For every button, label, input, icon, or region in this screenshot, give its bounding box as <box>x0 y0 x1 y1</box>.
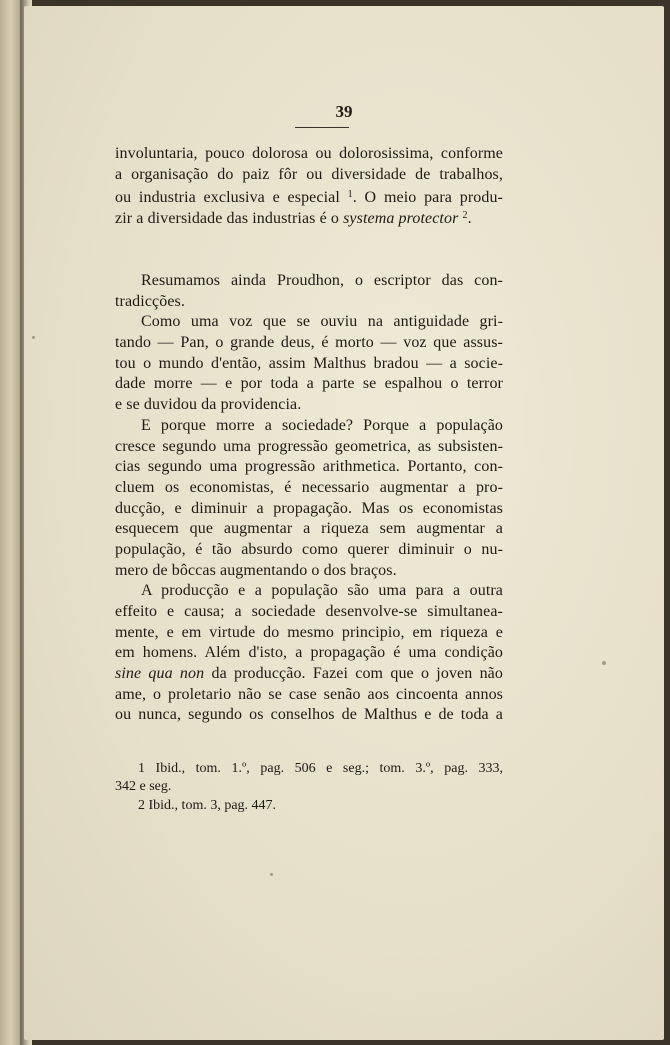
text-line: E porque morre a sociedade? Porque a população <box>141 416 503 434</box>
footnote-marker: 1 <box>347 189 353 201</box>
italic-phrase: sine qua non <box>115 665 205 683</box>
footnote-marker: 2 <box>462 210 468 222</box>
footnote-1: 1 Ibid., tom. 1.º, pag. 506 e seg.; tom. 3.º, pag. 333, <box>138 761 503 776</box>
italic-phrase: systema protector <box>343 210 459 228</box>
text-line: involuntaria, pouco dolorosa ou dolorosissima, conforme <box>115 145 503 162</box>
text-line: tradicções. <box>115 292 185 310</box>
text-line: Como uma voz que se ouviu na antiguidade gri- <box>141 313 503 331</box>
text-line: tou o mundo d'então, assim Malthus bradou — a socie- <box>115 354 503 372</box>
text-line: ducção, e diminuir a propagação. Mas os economistas <box>115 499 503 517</box>
text-line: em homens. Além d'isto, a propagação é uma condição <box>115 644 503 662</box>
text-line: tando — Pan, o grande deus, é morto — voz que assus- <box>115 334 503 352</box>
text-line: mente, e em virtude do mesmo principio, em riqueza e <box>115 623 503 641</box>
text-line: mero de bôccas augmentando o dos braços. <box>115 561 397 579</box>
footnote-2: 2 Ibid., tom. 3, pag. 447. <box>138 797 277 813</box>
paragraph-continuation <box>115 144 503 227</box>
page-number: 39 <box>335 102 353 121</box>
page-number-rule <box>295 127 349 128</box>
text-line: sine qua non da producção. Fazei com que o joven não <box>115 665 503 683</box>
text-line: ou industria exclusiva e especial $^1$. O meio para produ- <box>115 189 503 207</box>
text-line: effeito e causa; a sociedade desenvolve-se simultanea- <box>115 603 503 620</box>
text-line: a organisação do paiz fôr ou diversidade de trabalhos, <box>115 165 503 183</box>
text-line: dade morre — e por toda a parte se espalhou o terror <box>115 375 503 393</box>
text-line: população, é tão absurdo como querer diminuir o nu- <box>115 540 503 558</box>
text-line: cluem os economistas, é necessario augmentar a pro- <box>115 478 503 496</box>
text-line: zir a diversidade das industrias é o systema protector $^2$. <box>115 210 472 228</box>
text-line: ou nunca, segundo os conselhos de Malthus e de toda a <box>115 706 503 724</box>
text-line: Resumamos ainda Proudhon, o escriptor das con- <box>141 272 503 289</box>
text-line: esquecem que augmentar a riqueza sem augmentar a <box>115 520 503 538</box>
book-page <box>24 6 664 1040</box>
text-line: e se duvidou da providencia. <box>115 396 302 414</box>
text-line: cias segundo uma progressão arithmetica. Portanto, con- <box>115 458 503 476</box>
footnote-1-continued: 342 e seg. <box>115 779 172 795</box>
main-text <box>115 271 503 726</box>
paper-speck <box>32 336 35 339</box>
text-line: ame, o proletario não se case senão aos cincoenta annos <box>115 685 503 703</box>
paper-speck <box>602 661 606 665</box>
footnotes <box>115 760 503 815</box>
text-line: A producção e a população são uma para a outra <box>141 582 503 600</box>
paper-speck <box>270 873 273 876</box>
text-line: cresce segundo uma progressão geometrica, as subsisten- <box>115 437 503 455</box>
